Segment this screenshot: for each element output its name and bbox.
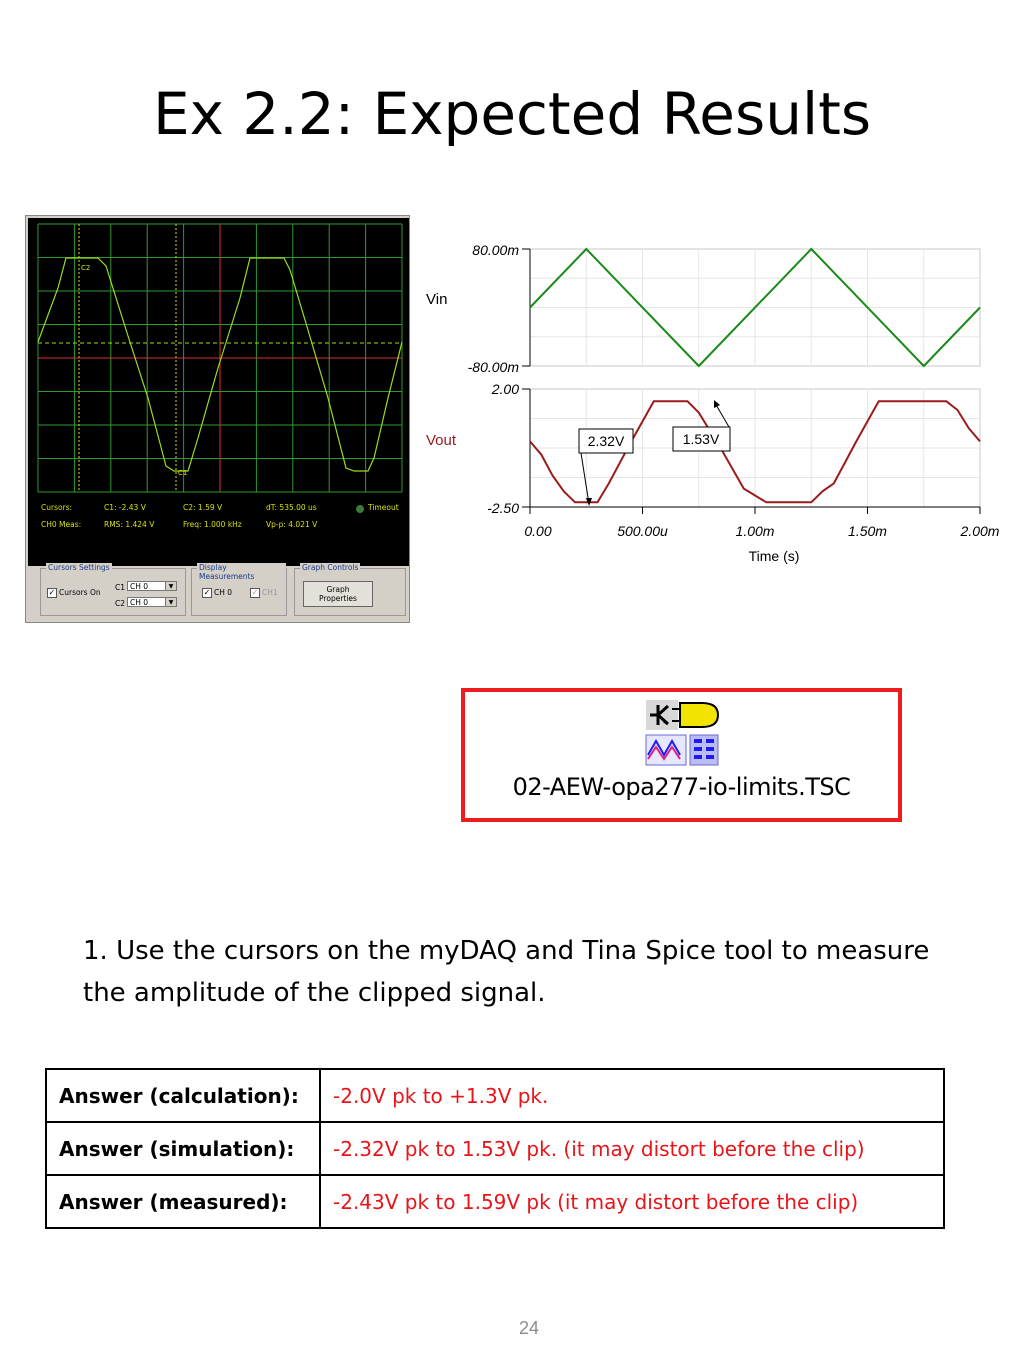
display-measurements-group bbox=[191, 563, 287, 616]
annotation-2.32v-pointer bbox=[581, 453, 589, 504]
cursors-label: Cursors: bbox=[41, 503, 73, 512]
vpp-readout: Vp-p: 4.021 V bbox=[266, 520, 318, 529]
answer-label: Answer (measured): bbox=[46, 1175, 320, 1228]
graph-button-line1: Graph bbox=[326, 585, 350, 594]
x-tick-label: 2.00m bbox=[960, 523, 1000, 539]
answer-value: -2.43V pk to 1.59V pk (it may distort before the clip) bbox=[320, 1175, 944, 1228]
rms-readout: RMS: 1.424 V bbox=[104, 520, 155, 529]
scope-screen bbox=[28, 218, 409, 566]
x-tick-label: 0.00 bbox=[524, 523, 552, 539]
cursors-on-label: Cursors On bbox=[59, 588, 101, 597]
ch0-label: CH 0 bbox=[214, 588, 233, 597]
dt-readout: dT: 535.00 us bbox=[266, 503, 317, 512]
answer-label: Answer (simulation): bbox=[46, 1122, 320, 1175]
c1-readout: C1: -2.43 V bbox=[104, 503, 146, 512]
chevron-down-icon: ▼ bbox=[165, 582, 176, 590]
table-row bbox=[46, 1175, 944, 1228]
tsc-file-box[interactable] bbox=[461, 688, 902, 822]
vin-ytick-top: 80.00m bbox=[472, 242, 519, 258]
annotation-2.32v-label: 2.32V bbox=[587, 433, 625, 449]
cursor-c1-label: C1 bbox=[178, 469, 188, 477]
cursors-on-checkbox[interactable]: ✓ bbox=[48, 588, 56, 597]
tsc-filename: 02-AEW-opa277-io-limits.TSC bbox=[512, 773, 851, 801]
x-axis-title: Time (s) bbox=[748, 548, 800, 564]
sim-axes bbox=[522, 249, 1000, 539]
freq-readout: Freq: 1.000 kHz bbox=[183, 520, 242, 529]
cursors-settings-legend: Cursors Settings bbox=[48, 563, 110, 572]
meas-label: CH0 Meas: bbox=[41, 520, 82, 529]
x-tick-label: 1.00m bbox=[735, 523, 775, 539]
annotation-1.53v-label: 1.53V bbox=[682, 431, 720, 447]
vout-ytick-bottom: -2.50 bbox=[487, 500, 519, 516]
cursor-c2-label: C2 bbox=[81, 264, 91, 272]
annotation-1.53v-pointer bbox=[715, 403, 729, 427]
cursors-settings-group bbox=[40, 563, 186, 616]
c2-channel-select[interactable] bbox=[127, 597, 177, 607]
chevron-down-icon: ▼ bbox=[165, 598, 176, 606]
x-tick-label: 500.00u bbox=[617, 523, 668, 539]
page-number: 24 bbox=[518, 1318, 540, 1338]
graph-controls-group bbox=[294, 563, 406, 616]
answer-value: -2.32V pk to 1.53V pk. (it may distort before the clip) bbox=[320, 1122, 944, 1175]
c2-select-label: C2 bbox=[115, 599, 126, 608]
answers-table bbox=[45, 1068, 945, 1229]
timeout-label: Timeout bbox=[368, 503, 399, 512]
oscilloscope-panel bbox=[25, 215, 410, 623]
graph-button-line2: Properties bbox=[319, 594, 357, 603]
scope-plot bbox=[28, 218, 409, 566]
slide-title: Ex 2.2: Expected Results bbox=[152, 80, 872, 148]
c1-select-label: C1 bbox=[115, 583, 126, 592]
c2-readout: C2: 1.59 V bbox=[183, 503, 223, 512]
sim-grid bbox=[530, 249, 980, 507]
instruction-text: 1. Use the cursors on the myDAQ and Tina Spice tool to measure the amplitude of the clipped signal. bbox=[83, 936, 930, 1008]
ch1-label: CH1 bbox=[262, 588, 278, 597]
c1-channel-select[interactable] bbox=[127, 581, 177, 591]
table-row bbox=[46, 1069, 944, 1122]
vin-axis-label: Vin bbox=[426, 291, 448, 308]
vout-axis-label: Vout bbox=[426, 432, 457, 449]
tina-file-icon bbox=[644, 697, 722, 769]
graph-controls-legend: Graph Controls bbox=[302, 563, 359, 572]
ch1-checkbox[interactable]: ✓ bbox=[251, 588, 259, 597]
vin-ytick-bottom: -80.00m bbox=[467, 359, 519, 375]
x-tick-label: 1.50m bbox=[848, 523, 887, 539]
simulation-chart bbox=[418, 232, 1024, 572]
c1-channel-value: CH 0 bbox=[130, 582, 149, 591]
timeout-indicator-icon bbox=[356, 505, 364, 513]
vout-ytick-top: 2.00 bbox=[491, 381, 519, 397]
answer-label: Answer (calculation): bbox=[46, 1069, 320, 1122]
ch0-checkbox[interactable]: ✓ bbox=[203, 588, 211, 597]
graph-properties-button[interactable] bbox=[303, 581, 373, 607]
display-measurements-legend: Display Measurements bbox=[197, 563, 286, 581]
c2-channel-value: CH 0 bbox=[130, 598, 149, 607]
answer-value: -2.0V pk to +1.3V pk. bbox=[320, 1069, 944, 1122]
table-row bbox=[46, 1122, 944, 1175]
